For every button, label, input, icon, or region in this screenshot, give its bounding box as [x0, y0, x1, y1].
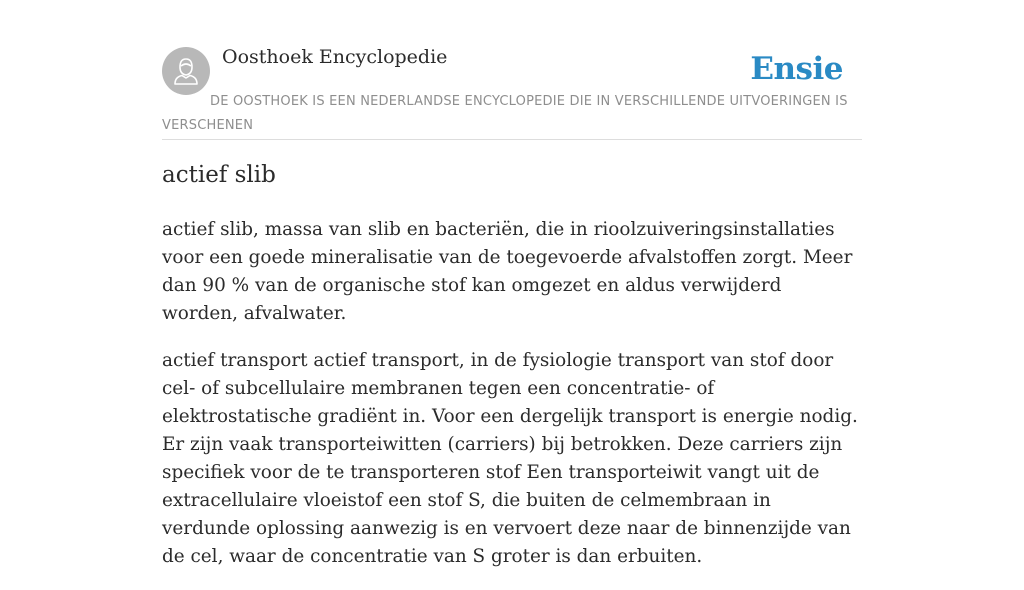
- user-silhouette-icon: [162, 47, 210, 95]
- site-tagline: DE OOSTHOEK IS EEN NEDERLANDSE ENCYCLOPEDIE DIE IN VERSCHILLENDE UITVOERINGEN IS VERSCHENEN: [162, 94, 848, 133]
- site-name[interactable]: Oosthoek Encyclopedie: [222, 46, 448, 68]
- header-divider: [162, 139, 862, 140]
- avatar[interactable]: [162, 47, 210, 95]
- article-body: [162, 216, 862, 590]
- article-paragraph: actief slib, massa van slib en bacteriën, die in rioolzuiveringsinstallaties voor een goede mineralisatie van de toegevoerde afvalstoffen zorgt. Meer dan 90 % van de organische stof kan omgezet en aldus verwijderd worden, afvalwater.: [162, 219, 853, 324]
- page-title: actief slib: [162, 162, 276, 188]
- brand-logo[interactable]: Ensie: [750, 51, 843, 87]
- article-paragraph: actief transport actief transport, in de fysiologie transport van stof door cel- of subcellulaire membranen tegen een concentratie- of elektrostatische gradiënt in. Voor een dergelijk transport is energie nodig. Er zijn vaak transporteiwitten (carriers) bij betrokken. Deze carriers zijn specifiek voor de te transporteren stof Een transporteiwit vangt uit de extracellulaire vloeistof een stof S, die buiten de celmembraan in verdunde oplossing aanwezig is en vervoert deze naar de binnenzijde van de cel, waar de concentratie van S groter is dan erbuiten.: [162, 350, 858, 567]
